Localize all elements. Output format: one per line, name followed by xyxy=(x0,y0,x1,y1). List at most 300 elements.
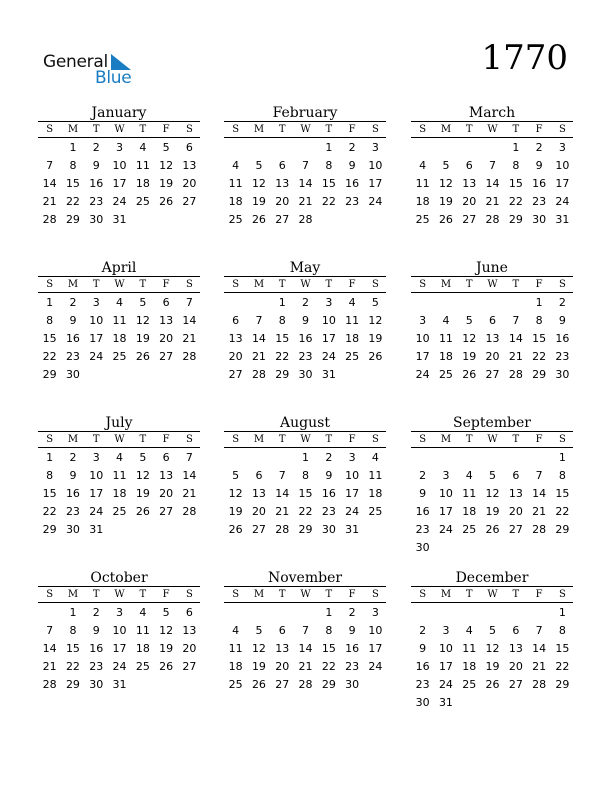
weekday-header: T xyxy=(92,124,100,135)
day-cell: 23 xyxy=(415,523,430,536)
weekday-header: W xyxy=(300,279,311,290)
day-cell: 20 xyxy=(485,350,500,363)
day-cell: 30 xyxy=(532,213,547,226)
weekday-header: M xyxy=(67,124,79,135)
day-cell: 6 xyxy=(162,451,170,464)
weekday-header: S xyxy=(372,124,379,135)
day-cell: 13 xyxy=(275,642,290,655)
empty-cell xyxy=(504,449,527,467)
day-cell: 5 xyxy=(442,159,450,172)
day-cell: 14 xyxy=(42,177,57,190)
day-cell: 11 xyxy=(462,487,477,500)
day-cell: 2 xyxy=(92,141,100,154)
day-cell: 10 xyxy=(368,159,383,172)
weekday-header: M xyxy=(67,279,79,290)
weekday-header: T xyxy=(92,589,100,600)
day-cell: 17 xyxy=(112,177,127,190)
weekday-header: T xyxy=(465,434,473,445)
empty-cell xyxy=(271,449,294,467)
day-cell: 4 xyxy=(465,624,473,637)
day-cell: 4 xyxy=(139,606,147,619)
day-cell: 11 xyxy=(228,177,243,190)
weekday-header: M xyxy=(67,589,79,600)
day-cell: 13 xyxy=(485,332,500,345)
day-cell: 17 xyxy=(112,642,127,655)
day-cell: 7 xyxy=(255,314,263,327)
day-cell: 15 xyxy=(321,177,336,190)
day-cell: 7 xyxy=(302,624,310,637)
day-cell: 3 xyxy=(92,296,100,309)
empty-cell xyxy=(411,604,434,622)
day-cell: 30 xyxy=(65,523,80,536)
empty-cell xyxy=(38,604,61,622)
day-cell: 6 xyxy=(278,624,286,637)
weekday-header: S xyxy=(372,434,379,445)
day-cell: 16 xyxy=(415,660,430,673)
weekday-header: S xyxy=(419,589,427,600)
day-cell: 7 xyxy=(512,314,520,327)
day-cell: 2 xyxy=(92,606,100,619)
day-grid xyxy=(411,449,573,557)
empty-cell xyxy=(38,139,61,157)
day-cell: 24 xyxy=(112,195,127,208)
day-grid xyxy=(224,139,386,229)
day-cell: 7 xyxy=(535,624,543,637)
empty-cell xyxy=(224,604,247,622)
weekday-header: T xyxy=(325,434,333,445)
day-cell: 2 xyxy=(69,451,77,464)
day-cell: 5 xyxy=(489,469,497,482)
day-cell: 18 xyxy=(462,505,477,518)
month-name: January xyxy=(91,105,147,121)
day-cell: 10 xyxy=(112,624,127,637)
day-cell: 4 xyxy=(419,159,427,172)
day-cell: 22 xyxy=(555,660,570,673)
day-cell: 25 xyxy=(415,213,430,226)
day-cell: 16 xyxy=(65,487,80,500)
weekday-header-row xyxy=(38,431,200,448)
day-cell: 4 xyxy=(371,451,379,464)
day-cell: 5 xyxy=(371,296,379,309)
day-cell: 22 xyxy=(42,350,57,363)
day-cell: 2 xyxy=(69,296,77,309)
day-cell: 18 xyxy=(135,642,150,655)
day-cell: 29 xyxy=(42,523,57,536)
empty-cell xyxy=(224,139,247,157)
day-cell: 15 xyxy=(298,487,313,500)
day-cell: 21 xyxy=(182,487,197,500)
month-may xyxy=(224,260,386,384)
day-cell: 30 xyxy=(298,368,313,381)
day-cell: 14 xyxy=(485,177,500,190)
weekday-header-row xyxy=(224,276,386,293)
day-cell: 27 xyxy=(462,213,477,226)
day-cell: 31 xyxy=(321,368,336,381)
day-cell: 31 xyxy=(112,678,127,691)
day-cell: 5 xyxy=(255,624,263,637)
weekday-header-row xyxy=(38,586,200,603)
day-cell: 30 xyxy=(65,368,80,381)
day-cell: 18 xyxy=(462,660,477,673)
weekday-header: S xyxy=(419,434,427,445)
day-cell: 18 xyxy=(112,332,127,345)
month-january xyxy=(38,105,200,229)
day-cell: 21 xyxy=(275,505,290,518)
day-cell: 14 xyxy=(182,314,197,327)
empty-cell xyxy=(294,139,317,157)
day-cell: 9 xyxy=(302,314,310,327)
day-cell: 31 xyxy=(438,696,453,709)
day-cell: 11 xyxy=(368,469,383,482)
day-cell: 12 xyxy=(462,332,477,345)
day-cell: 14 xyxy=(298,642,313,655)
day-cell: 1 xyxy=(302,451,310,464)
weekday-header: S xyxy=(232,434,240,445)
day-cell: 1 xyxy=(69,606,77,619)
weekday-header: W xyxy=(487,279,498,290)
empty-cell xyxy=(458,449,481,467)
weekday-header: T xyxy=(92,434,100,445)
day-cell: 16 xyxy=(89,177,104,190)
month-name: October xyxy=(90,570,148,586)
day-cell: 31 xyxy=(555,213,570,226)
day-cell: 16 xyxy=(532,177,547,190)
day-cell: 15 xyxy=(42,487,57,500)
day-cell: 10 xyxy=(89,314,104,327)
day-cell: 20 xyxy=(182,642,197,655)
day-cell: 21 xyxy=(182,332,197,345)
day-cell: 26 xyxy=(135,505,150,518)
day-cell: 4 xyxy=(465,469,473,482)
day-cell: 16 xyxy=(321,487,336,500)
day-cell: 8 xyxy=(325,159,333,172)
day-cell: 2 xyxy=(558,296,566,309)
day-cell: 17 xyxy=(345,487,360,500)
day-cell: 29 xyxy=(42,368,57,381)
day-cell: 8 xyxy=(558,469,566,482)
day-cell: 21 xyxy=(298,195,313,208)
logo-blue-text: Blue xyxy=(95,68,132,88)
day-cell: 14 xyxy=(182,469,197,482)
day-cell: 9 xyxy=(558,314,566,327)
day-cell: 20 xyxy=(159,487,174,500)
weekday-header: W xyxy=(487,124,498,135)
day-cell: 7 xyxy=(489,159,497,172)
day-cell: 24 xyxy=(438,678,453,691)
day-cell: 29 xyxy=(298,523,313,536)
weekday-header: S xyxy=(559,434,566,445)
day-cell: 6 xyxy=(278,159,286,172)
day-cell: 7 xyxy=(46,159,54,172)
day-cell: 22 xyxy=(321,195,336,208)
day-cell: 26 xyxy=(159,660,174,673)
day-cell: 11 xyxy=(135,159,150,172)
day-cell: 18 xyxy=(368,487,383,500)
weekday-header: T xyxy=(465,124,473,135)
weekday-header: F xyxy=(162,279,170,290)
empty-cell xyxy=(411,449,434,467)
weekday-header: M xyxy=(253,434,265,445)
day-cell: 1 xyxy=(535,296,543,309)
day-cell: 19 xyxy=(159,642,174,655)
day-cell: 30 xyxy=(415,696,430,709)
day-cell: 18 xyxy=(345,332,360,345)
weekday-header: F xyxy=(348,589,356,600)
day-cell: 22 xyxy=(65,660,80,673)
day-cell: 17 xyxy=(415,350,430,363)
month-december xyxy=(411,570,573,712)
day-cell: 16 xyxy=(345,177,360,190)
weekday-header: F xyxy=(348,124,356,135)
day-cell: 29 xyxy=(508,213,523,226)
day-cell: 6 xyxy=(162,296,170,309)
day-cell: 20 xyxy=(275,660,290,673)
weekday-header: S xyxy=(419,279,427,290)
day-cell: 16 xyxy=(89,642,104,655)
weekday-header: F xyxy=(535,279,543,290)
day-cell: 1 xyxy=(558,451,566,464)
weekday-header: S xyxy=(186,589,193,600)
day-cell: 5 xyxy=(465,314,473,327)
day-cell: 19 xyxy=(368,332,383,345)
weekday-header: S xyxy=(46,124,54,135)
day-cell: 28 xyxy=(275,523,290,536)
day-cell: 23 xyxy=(345,660,360,673)
month-name: May xyxy=(289,260,321,276)
day-cell: 28 xyxy=(182,505,197,518)
weekday-header: S xyxy=(232,589,240,600)
day-cell: 29 xyxy=(555,678,570,691)
day-cell: 28 xyxy=(298,213,313,226)
day-cell: 17 xyxy=(89,487,104,500)
day-cell: 6 xyxy=(465,159,473,172)
day-cell: 24 xyxy=(321,350,336,363)
day-cell: 12 xyxy=(368,314,383,327)
day-cell: 12 xyxy=(159,624,174,637)
day-cell: 27 xyxy=(159,350,174,363)
weekday-header: T xyxy=(278,279,286,290)
day-cell: 29 xyxy=(532,368,547,381)
day-cell: 23 xyxy=(65,350,80,363)
month-june xyxy=(411,260,573,384)
day-cell: 18 xyxy=(438,350,453,363)
day-cell: 26 xyxy=(485,678,500,691)
day-cell: 31 xyxy=(112,213,127,226)
day-cell: 28 xyxy=(42,678,57,691)
day-cell: 25 xyxy=(112,505,127,518)
weekday-header: T xyxy=(325,279,333,290)
day-cell: 16 xyxy=(555,332,570,345)
day-cell: 26 xyxy=(462,368,477,381)
day-cell: 28 xyxy=(485,213,500,226)
weekday-header: F xyxy=(348,434,356,445)
weekday-header: F xyxy=(535,124,543,135)
weekday-header: S xyxy=(559,589,566,600)
day-cell: 1 xyxy=(325,141,333,154)
day-cell: 2 xyxy=(419,469,427,482)
day-cell: 10 xyxy=(368,624,383,637)
day-cell: 19 xyxy=(485,505,500,518)
weekday-header: F xyxy=(535,434,543,445)
weekday-header: F xyxy=(162,589,170,600)
day-cell: 5 xyxy=(232,469,240,482)
day-cell: 25 xyxy=(135,660,150,673)
month-name: November xyxy=(267,570,343,586)
day-cell: 19 xyxy=(462,350,477,363)
day-cell: 20 xyxy=(508,505,523,518)
weekday-header: F xyxy=(348,279,356,290)
weekday-header: T xyxy=(139,279,147,290)
empty-cell xyxy=(481,294,504,312)
weekday-header: F xyxy=(162,434,170,445)
weekday-header-row xyxy=(411,431,573,448)
day-cell: 10 xyxy=(112,159,127,172)
weekday-header: W xyxy=(114,589,125,600)
day-grid xyxy=(38,139,200,229)
weekday-header: T xyxy=(512,434,520,445)
day-cell: 25 xyxy=(135,195,150,208)
day-cell: 27 xyxy=(508,678,523,691)
day-cell: 13 xyxy=(251,487,266,500)
general-blue-logo xyxy=(43,52,143,92)
day-cell: 23 xyxy=(345,195,360,208)
day-cell: 15 xyxy=(321,642,336,655)
weekday-header-row xyxy=(38,276,200,293)
day-cell: 22 xyxy=(508,195,523,208)
weekday-header: M xyxy=(253,589,265,600)
day-cell: 21 xyxy=(532,660,547,673)
weekday-header: M xyxy=(253,279,265,290)
day-cell: 19 xyxy=(251,660,266,673)
day-cell: 3 xyxy=(371,606,379,619)
day-cell: 11 xyxy=(135,624,150,637)
weekday-header: T xyxy=(512,124,520,135)
day-cell: 2 xyxy=(348,141,356,154)
empty-cell xyxy=(504,604,527,622)
weekday-header: W xyxy=(114,124,125,135)
day-cell: 11 xyxy=(462,642,477,655)
weekday-header: S xyxy=(232,279,240,290)
weekday-header: M xyxy=(440,124,452,135)
day-cell: 9 xyxy=(92,159,100,172)
day-cell: 6 xyxy=(489,314,497,327)
weekday-header: M xyxy=(253,124,265,135)
empty-cell xyxy=(527,449,550,467)
day-cell: 19 xyxy=(135,332,150,345)
day-grid xyxy=(411,294,573,384)
day-cell: 8 xyxy=(512,159,520,172)
day-cell: 6 xyxy=(255,469,263,482)
empty-cell xyxy=(294,604,317,622)
day-cell: 1 xyxy=(46,296,54,309)
weekday-header: T xyxy=(139,434,147,445)
day-cell: 21 xyxy=(508,350,523,363)
day-cell: 13 xyxy=(182,159,197,172)
weekday-header: S xyxy=(186,124,193,135)
weekday-header: W xyxy=(487,434,498,445)
day-cell: 25 xyxy=(228,213,243,226)
day-cell: 9 xyxy=(92,624,100,637)
day-cell: 14 xyxy=(251,332,266,345)
empty-cell xyxy=(504,294,527,312)
weekday-header: F xyxy=(535,589,543,600)
weekday-header: S xyxy=(186,434,193,445)
day-cell: 24 xyxy=(112,660,127,673)
day-cell: 13 xyxy=(228,332,243,345)
day-cell: 28 xyxy=(251,368,266,381)
day-cell: 5 xyxy=(255,159,263,172)
day-cell: 18 xyxy=(112,487,127,500)
day-cell: 7 xyxy=(185,296,193,309)
weekday-header: S xyxy=(372,589,379,600)
empty-cell xyxy=(247,604,270,622)
day-cell: 10 xyxy=(89,469,104,482)
empty-cell xyxy=(434,604,457,622)
day-cell: 4 xyxy=(232,159,240,172)
day-cell: 13 xyxy=(159,469,174,482)
day-cell: 8 xyxy=(69,159,77,172)
day-cell: 8 xyxy=(278,314,286,327)
day-cell: 11 xyxy=(345,314,360,327)
day-cell: 8 xyxy=(558,624,566,637)
empty-cell xyxy=(411,139,434,157)
weekday-header: S xyxy=(46,434,54,445)
day-cell: 11 xyxy=(415,177,430,190)
day-cell: 29 xyxy=(555,523,570,536)
day-cell: 5 xyxy=(162,606,170,619)
day-cell: 26 xyxy=(251,213,266,226)
weekday-header: W xyxy=(300,124,311,135)
day-cell: 18 xyxy=(228,195,243,208)
day-cell: 8 xyxy=(69,624,77,637)
day-cell: 18 xyxy=(135,177,150,190)
weekday-header: S xyxy=(559,279,566,290)
day-cell: 17 xyxy=(321,332,336,345)
weekday-header: T xyxy=(278,589,286,600)
day-cell: 30 xyxy=(321,523,336,536)
month-april xyxy=(38,260,200,384)
day-grid xyxy=(38,604,200,694)
day-cell: 24 xyxy=(438,523,453,536)
empty-cell xyxy=(434,449,457,467)
day-cell: 21 xyxy=(42,195,57,208)
day-cell: 12 xyxy=(135,314,150,327)
day-cell: 5 xyxy=(162,141,170,154)
day-cell: 21 xyxy=(485,195,500,208)
day-cell: 23 xyxy=(89,660,104,673)
day-cell: 15 xyxy=(555,642,570,655)
day-cell: 21 xyxy=(251,350,266,363)
day-cell: 16 xyxy=(65,332,80,345)
day-cell: 14 xyxy=(298,177,313,190)
day-cell: 28 xyxy=(532,523,547,536)
day-cell: 30 xyxy=(415,541,430,554)
day-cell: 12 xyxy=(485,642,500,655)
weekday-header: S xyxy=(232,124,240,135)
day-cell: 6 xyxy=(185,606,193,619)
day-cell: 25 xyxy=(462,523,477,536)
day-cell: 17 xyxy=(368,642,383,655)
day-cell: 31 xyxy=(345,523,360,536)
day-cell: 24 xyxy=(368,195,383,208)
day-cell: 27 xyxy=(508,523,523,536)
day-cell: 19 xyxy=(438,195,453,208)
weekday-header: M xyxy=(67,434,79,445)
day-cell: 26 xyxy=(135,350,150,363)
weekday-header: T xyxy=(92,279,100,290)
day-cell: 11 xyxy=(112,314,127,327)
day-cell: 15 xyxy=(275,332,290,345)
